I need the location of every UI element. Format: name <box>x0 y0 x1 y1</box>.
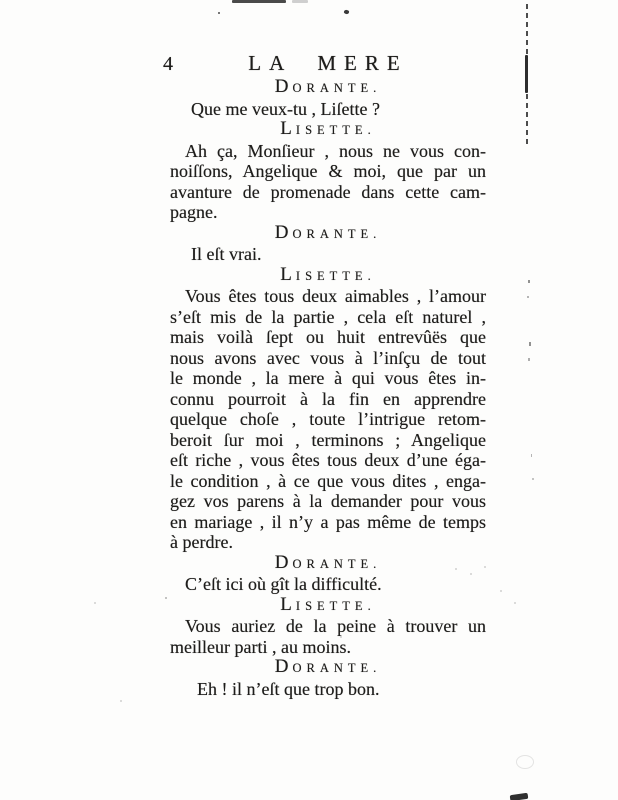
dialogue-line: connu pourroit à la fin en apprendre <box>170 388 486 409</box>
scan-artifact-speck <box>528 358 530 361</box>
scan-artifact-speck <box>529 342 531 346</box>
dialogue-column <box>170 77 486 699</box>
scan-artifact-top-bar <box>232 0 286 3</box>
speaker-heading: LISETTE. <box>280 593 376 615</box>
scan-artifact-noise-dot <box>455 568 457 570</box>
dialogue-line: meilleur parti , au moins. <box>170 636 351 657</box>
scan-artifact-noise-dot <box>165 597 167 599</box>
dialogue-line: pagne. <box>170 202 218 222</box>
scan-artifact-speck <box>531 454 532 457</box>
page-number: 4 <box>163 53 173 75</box>
scan-artifact-ink-blot <box>343 9 349 14</box>
dialogue-line: nous avons avec vous à l’inſçu de tout <box>170 347 486 368</box>
speaker-heading: LISETTE. <box>280 263 376 285</box>
dialogue-line: Vous êtes tous deux aimables , l’amour <box>185 286 486 306</box>
speaker-heading: LISETTE. <box>280 118 376 139</box>
dialogue-line: mais voilà ſept ou huit entrevûës que <box>170 327 486 347</box>
scan-artifact-speck <box>527 296 529 298</box>
dialogue-line: en mariage , il n’y a pas même de temps <box>170 511 486 532</box>
speaker-heading: DORANTE. <box>274 221 382 243</box>
scan-artifact-noise-dot <box>484 566 486 568</box>
dialogue-line: Il eſt vrai. <box>191 244 262 264</box>
scan-artifact-noise-dot <box>94 602 96 604</box>
dialogue-line: avanture de promenade dans cette cam- <box>170 181 486 202</box>
scan-artifact-noise-dot <box>120 700 122 702</box>
dialogue-line: noiſſons, Angelique & moi, que par un <box>170 161 486 181</box>
dialogue-line: le monde , la mere à qui vous êtes in- <box>170 368 486 388</box>
speaker-heading: DORANTE. <box>274 656 382 677</box>
dialogue-line: Ah ça, Monſieur , nous ne vous con- <box>185 140 486 161</box>
dialogue-line: quelque choſe , toute l’intrigue retom- <box>170 409 486 429</box>
running-header: LA MERE <box>248 51 408 75</box>
scan-artifact-noise-dot <box>500 590 502 592</box>
dialogue-line: Vous auriez de la peine à trouver un <box>185 616 486 636</box>
speaker-heading: DORANTE. <box>274 551 382 573</box>
scan-artifact-fold-line-dark <box>525 55 528 93</box>
scan-artifact-speck <box>532 478 534 480</box>
dialogue-line: gez vos parens à la demander pour vous <box>170 491 486 511</box>
dialogue-line: Que me veux-tu , Liſette ? <box>191 98 380 119</box>
scan-artifact-noise-dot <box>514 602 516 604</box>
scan-artifact-noise-dot <box>340 636 342 638</box>
scan-artifact-noise-dot <box>478 630 480 632</box>
scan-artifact-speck <box>218 12 220 14</box>
dialogue-line: Eh ! il n’eſt que trop bon. <box>197 678 380 699</box>
scan-artifact-top-smudge <box>292 0 308 3</box>
dialogue-line: C’eſt ici où gît la difficulté. <box>185 574 382 594</box>
dialogue-line: s’eſt mis de la partie , cela eſt naturel , <box>170 306 486 327</box>
scan-artifact-noise-dot <box>470 573 472 575</box>
scan-artifact-smudge-ring <box>516 755 534 769</box>
scan-artifact-speck <box>528 280 530 283</box>
dialogue-line: beroit ſur moi , terminons ; Angelique <box>170 429 486 450</box>
dialogue-line: à perdre. <box>170 532 233 552</box>
dialogue-line: eſt riche , vous êtes tous deux d’une éga- <box>170 450 486 470</box>
dialogue-line: le condition , à ce que vous dites , enga- <box>170 470 486 491</box>
scan-artifact-corner-mark <box>510 793 529 800</box>
speaker-heading: DORANTE. <box>274 76 382 97</box>
